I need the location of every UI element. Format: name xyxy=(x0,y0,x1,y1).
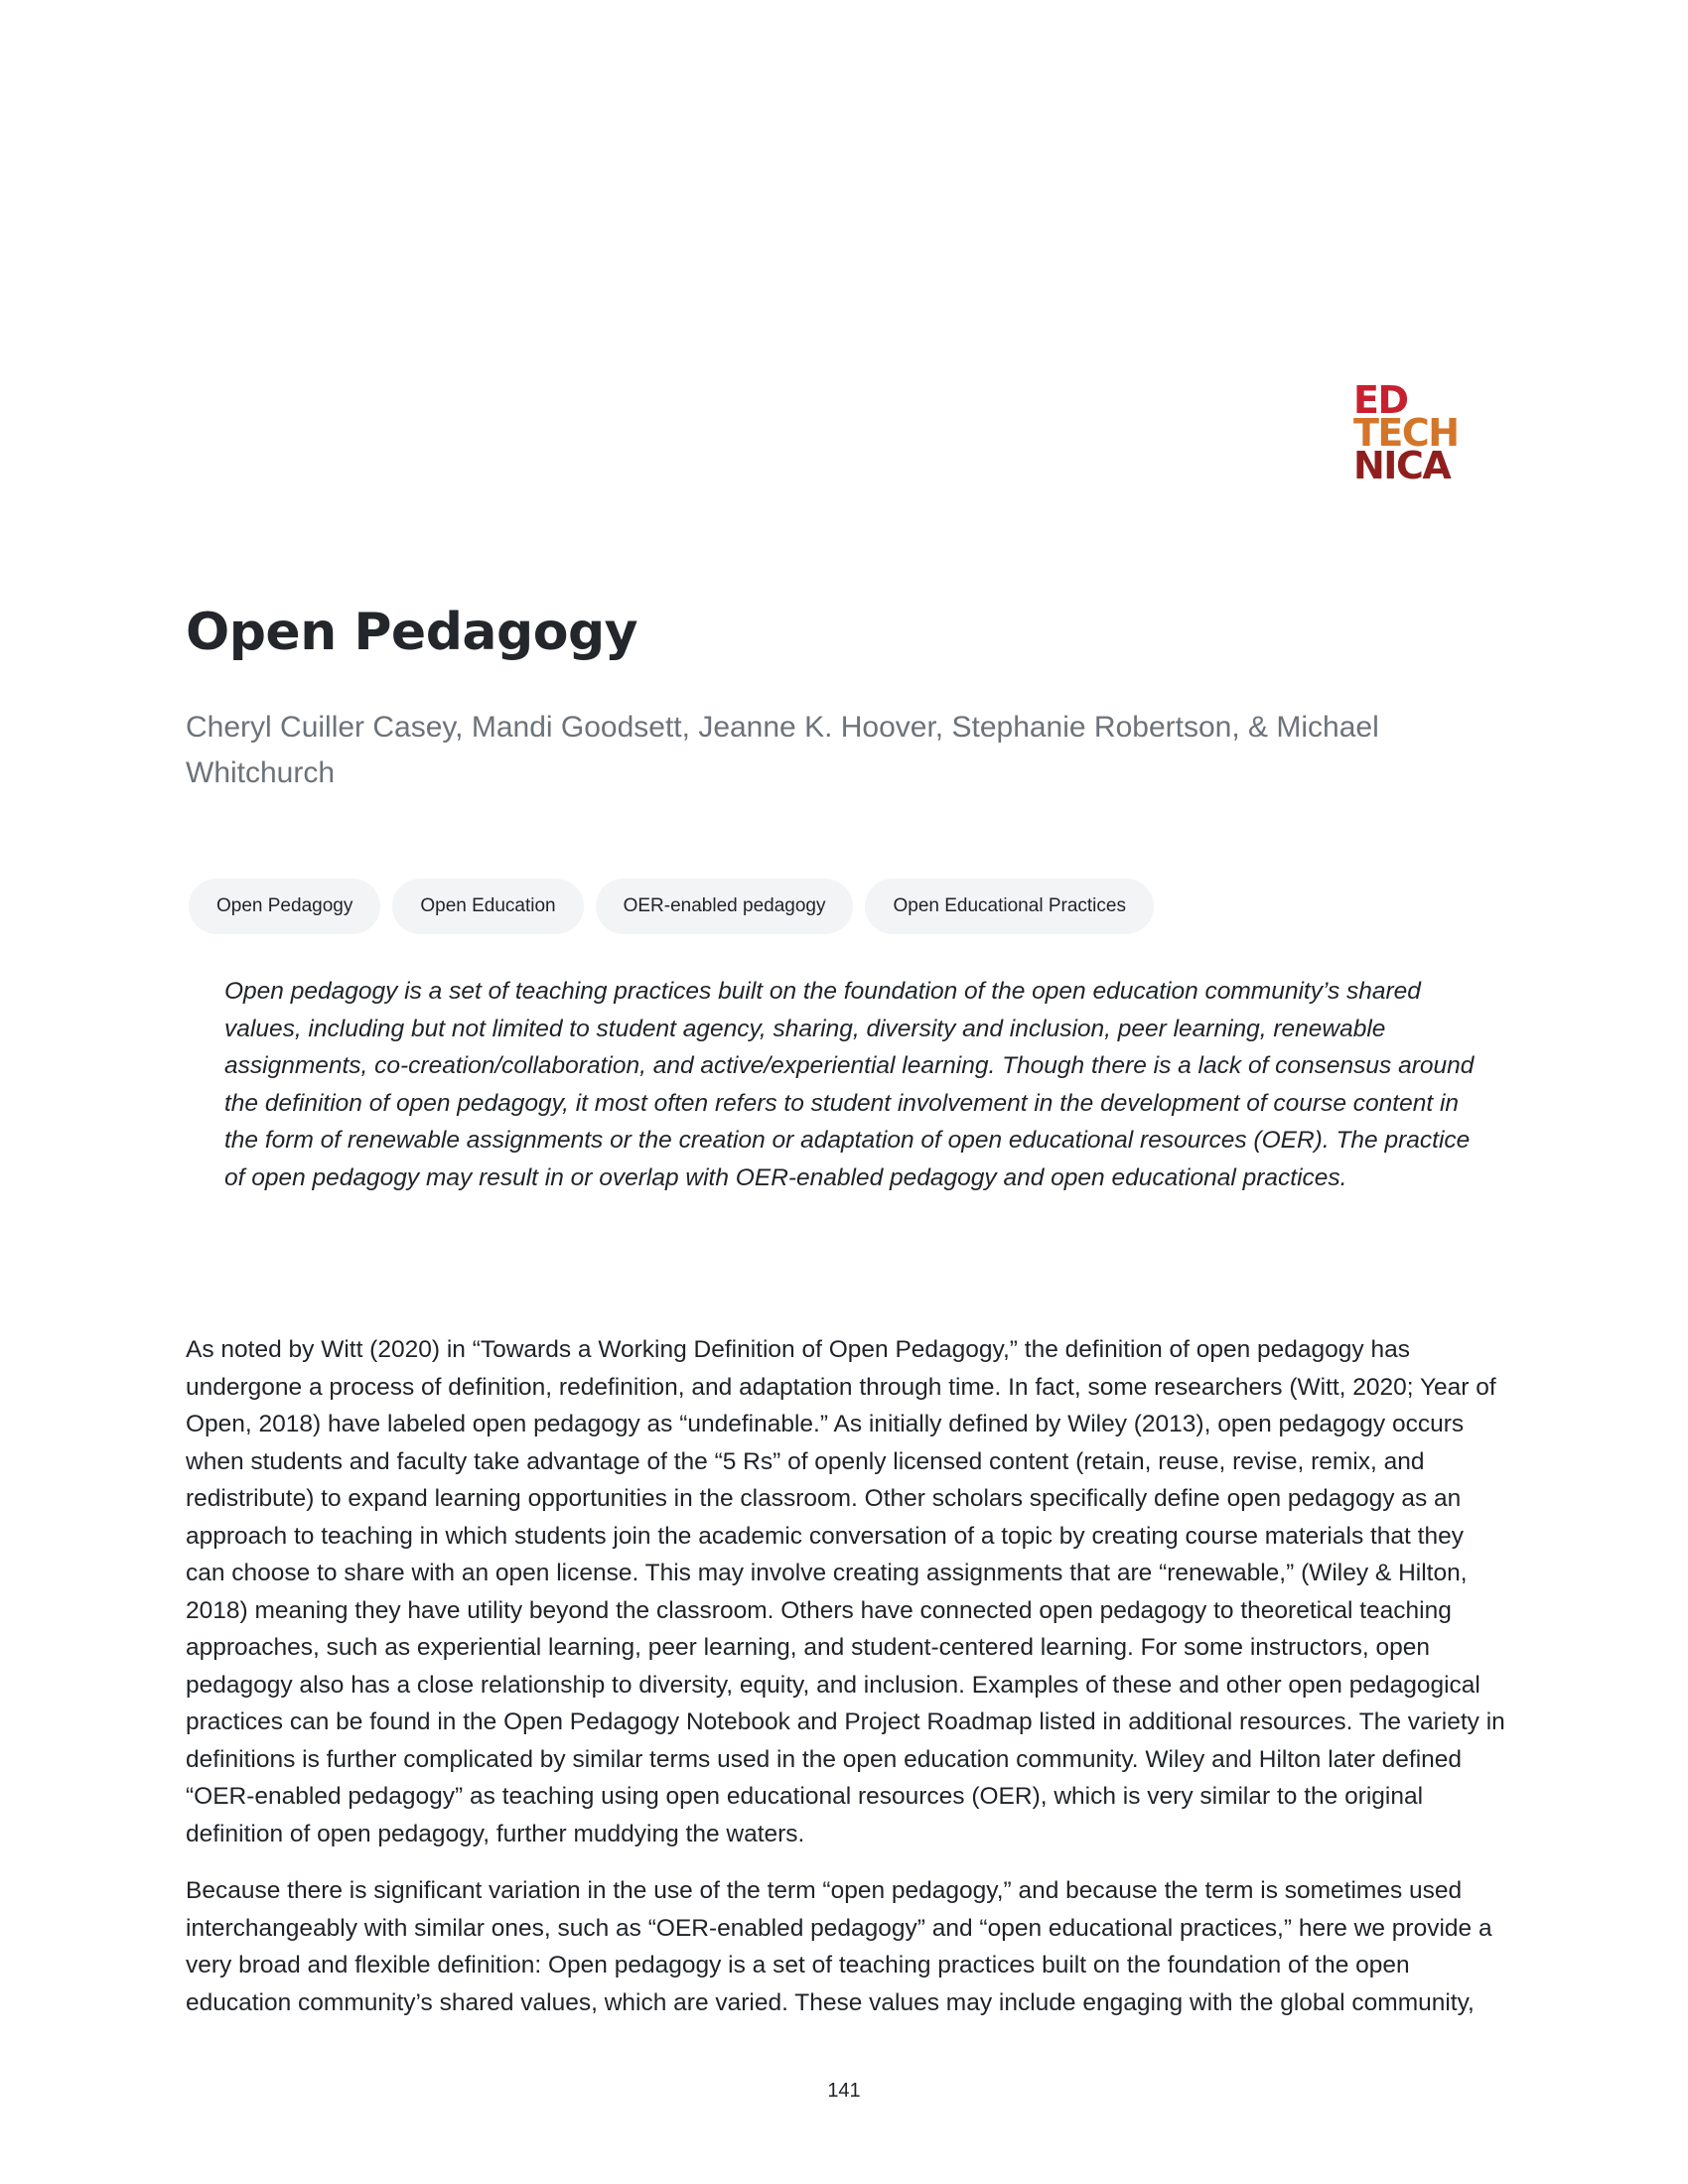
page-number: 141 xyxy=(827,2080,861,2102)
page-title: Open Pedagogy xyxy=(186,603,638,662)
body-paragraph: As noted by Witt (2020) in “Towards a Working Definition of Open Pedagogy,” the definition of open pedagogy has undergone a process of definition, redefinition, and adaptation through time. In fact, some researchers (Witt, 2020; Year of Open, 2018) have labeled open pedagogy as “undefinable.” As initially defined by Wiley (2013), open pedagogy occurs when students and faculty take advantage of the “5 Rs” of openly licensed content (retain, reuse, revise, remix, and redistribute) to expand learning opportunities in the classroom. Other scholars specifically define open pedagogy as an approach to teaching in which students join the academic conversation of a topic by creating course materials that they can choose to share with an open license. This may involve creating assignments that are “renewable,” (Wiley & Hilton, 2018) meaning they have utility beyond the classroom. Others have connected open pedagogy to theoretical teaching approaches, such as experiential learning, peer learning, and student-centered learning. For some instructors, open pedagogy also has a close relationship to diversity, equity, and inclusion. Examples of these and other open pedagogical practices can be found in the Open Pedagogy Notebook and Project Roadmap listed in additional resources. The variety in definitions is further complicated by similar terms used in the open education community. Wiley and Hilton later defined “OER-enabled pedagogy” as teaching using open educational resources (OER), which is very similar to the original definition of open pedagogy, further muddying the waters. xyxy=(186,1336,1505,1847)
tag-open-pedagogy[interactable]: Open Pedagogy xyxy=(189,879,380,934)
author-list: Cheryl Cuiller Casey, Mandi Goodsett, Jeanne K. Hoover, Stephanie Robertson, & Michael Whitchurch xyxy=(186,711,1379,789)
keyword-tags xyxy=(189,879,1154,934)
body-paragraph: Because there is significant variation in the use of the term “open pedagogy,” and because the term is sometimes used interchangeably with similar ones, such as “OER-enabled pedagogy” and “open educational practices,” here we provide a very broad and flexible definition: Open pedagogy is a set of teaching practices built on the foundation of the open education community’s shared values, which are varied. These values may include engaging with the global community, xyxy=(186,1877,1492,2016)
body-text xyxy=(186,1331,1506,2041)
logo-line-ed: ED xyxy=(1353,378,1408,422)
tag-open-education[interactable]: Open Education xyxy=(392,879,583,934)
logo-line-tech: TECH xyxy=(1353,411,1459,455)
logo-line-nica: NICA xyxy=(1353,444,1451,487)
edtechnica-logo xyxy=(1353,378,1482,487)
abstract: Open pedagogy is a set of teaching practices built on the foundation of the open education community’s shared values, including but not limited to student agency, sharing, diversity and inclusion, peer learning, renewable assignments, co-creation/collaboration, and active/experiential learning. Though there is a lack of consensus around the definition of open pedagogy, it most often refers to student involvement in the development of course content in the form of renewable assignments or the creation or adaptation of open educational resources (OER). The practice of open pedagogy may result in or overlap with OER-enabled pedagogy and open educational practices. xyxy=(224,978,1475,1191)
tag-oer-enabled-pedagogy[interactable]: OER-enabled pedagogy xyxy=(596,879,854,934)
tag-open-educational-practices[interactable]: Open Educational Practices xyxy=(865,879,1153,934)
